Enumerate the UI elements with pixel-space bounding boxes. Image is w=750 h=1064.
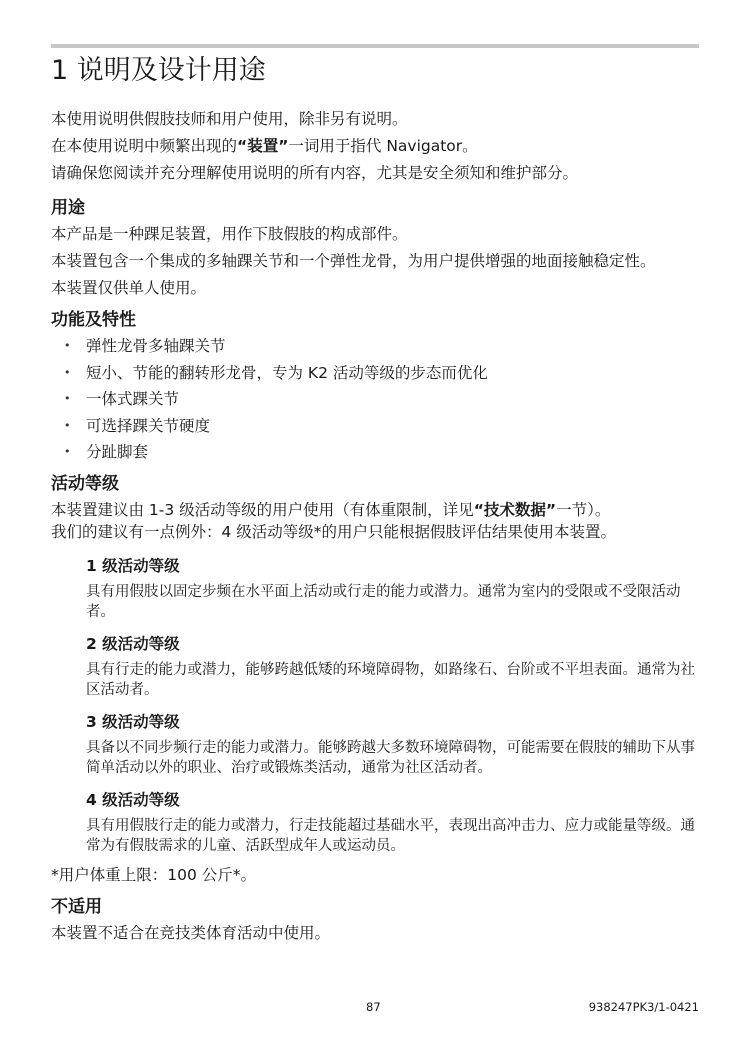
weight-limit-note: *用户体重上限：100 公斤*。 [51,866,257,884]
activity-level-2 [86,633,699,700]
intro-paragraph-3: 请确保您阅读并充分理解使用说明的所有内容，尤其是安全须知和维护部分。 [51,164,579,182]
usage-heading: 用途 [51,198,85,218]
feature-item: • 一体式踝关节 [51,388,699,410]
section-title: 1 说明及设计用途 [51,55,266,86]
feature-item: • 可选择踝关节硬度 [51,415,699,437]
intro-paragraph-1: 本使用说明供假肢技师和用户使用，除非另有说明。 [51,110,408,128]
usage-paragraph-1: 本产品是一种踝足装置，用作下肢假肢的构成部件。 [51,225,408,243]
not-applicable-heading: 不适用 [51,897,102,917]
document-body [51,108,699,949]
features-heading: 功能及特性 [51,310,136,330]
level-title: 1 级活动等级 [86,557,180,575]
feature-item: • 短小、节能的翻转形龙骨，专为 K2 活动等级的步态而优化 [51,362,699,384]
header-rule [51,44,699,48]
activity-line-1-post: 一节）。 [556,501,611,519]
level-description: 具有用假肢行走的能力或潜力，行走技能超过基础水平，表现出高冲击力、应力或能量等级。通常为有假肢需求的儿童、活跃型成年人或运动员。 [86,818,695,854]
feature-item: • 分趾脚套 [51,441,699,463]
intro-paragraph-2 [51,135,699,157]
features-list [51,335,699,463]
page-number: 87 [366,1000,381,1014]
not-applicable-text: 本装置不适合在竞技类体育活动中使用。 [51,924,331,942]
level-title: 3 级活动等级 [86,713,180,731]
level-description: 具有行走的能力或潜力，能够跨越低矮的环境障碍物，如路缘石、台阶或不平坦表面。通常为社区活动者。 [86,662,695,698]
level-title: 4 级活动等级 [86,791,180,809]
level-title: 2 级活动等级 [86,635,180,653]
activity-level-4 [86,789,699,856]
activity-level-3 [86,711,699,778]
intro-2-pre: 在本使用说明中频繁出现的 [51,137,238,155]
activity-level-1 [86,555,699,622]
feature-item: • 弹性龙骨多轴踝关节 [51,335,699,357]
usage-paragraph-3: 本装置仅供单人使用。 [51,279,207,297]
activity-line-2: 我们的建议有一点例外：4 级活动等级*的用户只能根据假肢评估结果使用本装置。 [51,523,617,541]
document-code: 938247PK3/1-0421 [588,1000,699,1014]
usage-paragraph-2: 本装置包含一个集成的多轴踝关节和一个弹性龙骨，为用户提供增强的地面接触稳定性。 [51,252,656,270]
level-description: 具有用假肢以固定步频在水平面上活动或行走的能力或潜力。通常为室内的受限或不受限活动者。 [86,584,681,620]
level-description: 具备以不同步频行走的能力或潜力。能够跨越大多数环境障碍物，可能需要在假肢的辅助下从事简单活动以外的职业、治疗或锻炼类活动，通常为社区活动者。 [86,740,695,776]
intro-2-post: 一词用于指代 Navigator。 [288,137,478,155]
device-term: “装置” [237,137,289,155]
activity-heading: 活动等级 [51,474,119,494]
activity-line-1 [51,499,699,521]
activity-line-1-pre: 本装置建议由 1-3 级活动等级的用户使用（有体重限制，详见 [51,501,474,519]
technical-data-ref: “技术数据” [473,501,557,519]
